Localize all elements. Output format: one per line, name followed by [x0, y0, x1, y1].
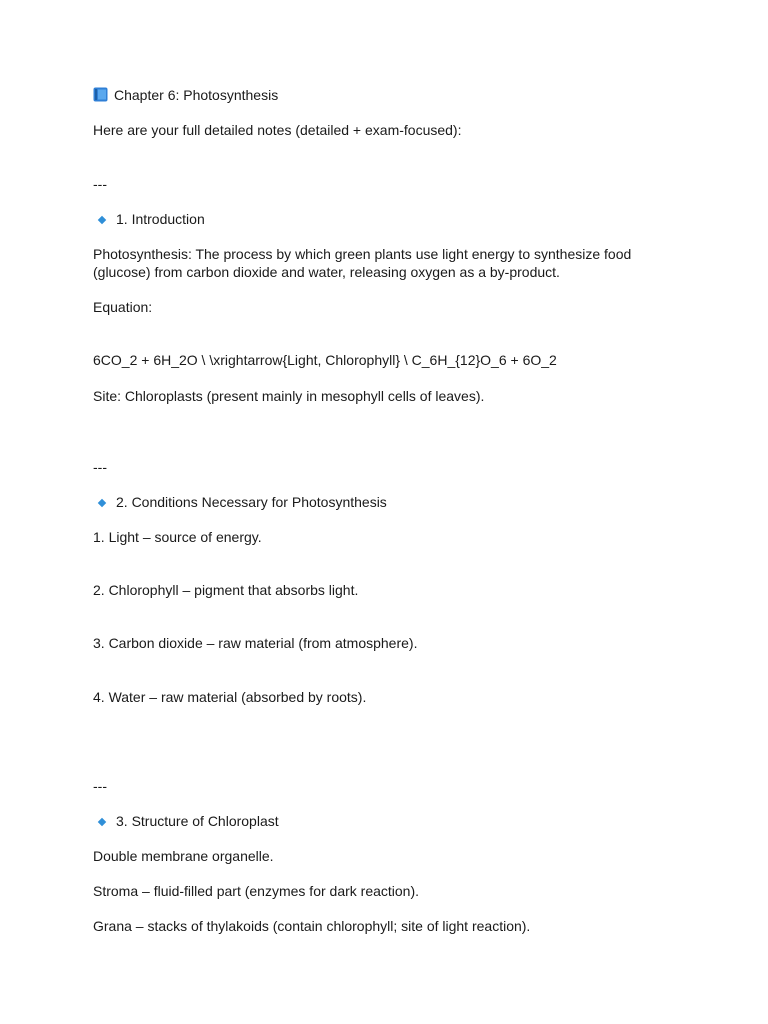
condition-item: 2. Chlorophyll – pigment that absorbs light. [93, 582, 359, 598]
title-text: Chapter 6: Photosynthesis [114, 87, 279, 103]
condition-item: 3. Carbon dioxide – raw material (from atmosphere). [93, 635, 418, 651]
blue-book-icon [93, 87, 108, 102]
small-blue-diamond-icon [98, 499, 106, 507]
condition-item: 1. Light – source of energy. [93, 529, 262, 545]
equation-text: 6CO_2 + 6H_2O \ \xrightarrow{Light, Chlorophyll} \ C_6H_{12}O_6 + 6O_2 [93, 352, 557, 368]
definition-paragraph: Photosynthesis: The process by which green plants use light energy to synthesize food (glucose) from carbon dioxide and water, releasing oxygen as a by-product. [93, 246, 632, 280]
section-heading-introduction [93, 210, 673, 228]
section-heading-chloroplast [93, 812, 673, 830]
section-heading-conditions [93, 493, 673, 511]
chloroplast-item: Grana – stacks of thylakoids (contain chlorophyll; site of light reaction). [93, 918, 531, 934]
section-heading-text: 2. Conditions Necessary for Photosynthesis [116, 494, 387, 510]
intro-text: Here are your full detailed notes (detailed + exam-focused): [93, 122, 462, 138]
site-text: Site: Chloroplasts (present mainly in mesophyll cells of leaves). [93, 388, 485, 404]
equation-label: Equation: [93, 299, 153, 315]
divider-3: --- [93, 778, 107, 794]
section-heading-text: 1. Introduction [116, 211, 205, 227]
divider-2: --- [93, 459, 107, 475]
small-blue-diamond-icon [98, 216, 106, 224]
chloroplast-item: Stroma – fluid-filled part (enzymes for dark reaction). [93, 883, 420, 899]
chloroplast-item: Double membrane organelle. [93, 848, 274, 864]
page-title [93, 86, 673, 104]
divider-1: --- [93, 176, 107, 192]
condition-item: 4. Water – raw material (absorbed by roots). [93, 689, 367, 705]
section-heading-text: 3. Structure of Chloroplast [116, 813, 279, 829]
small-blue-diamond-icon [98, 818, 106, 826]
